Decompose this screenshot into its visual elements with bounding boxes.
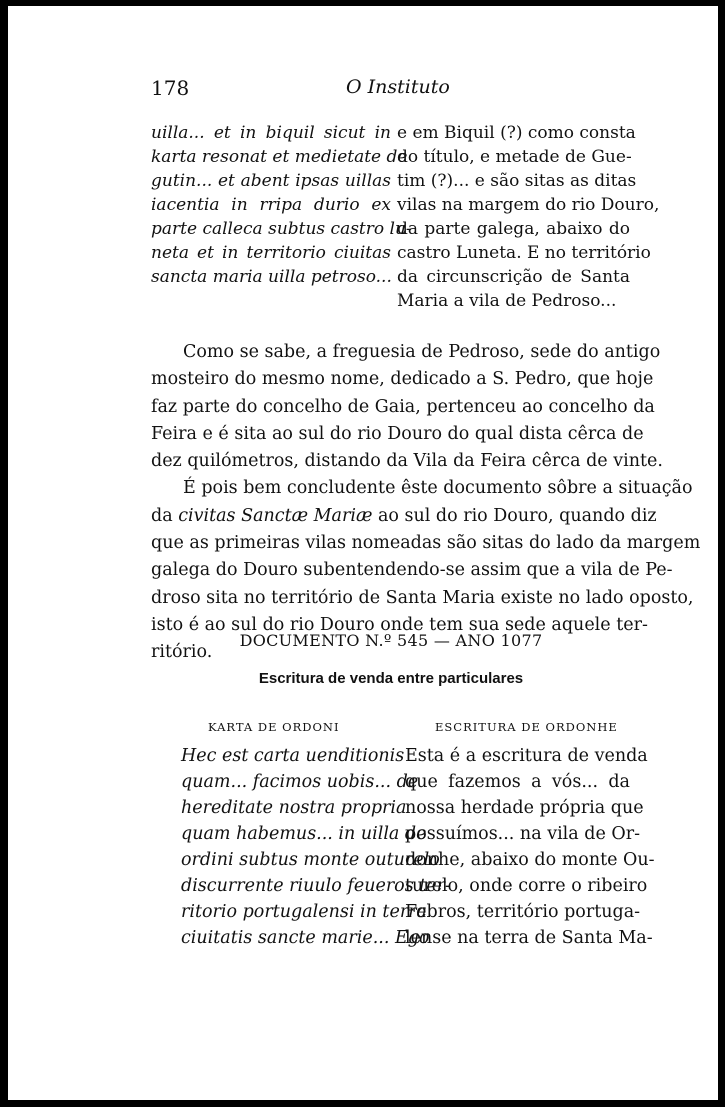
latin-line: ritorio portugalensi in terra xyxy=(181,902,427,922)
portuguese-line: Maria a vila de Pedroso... xyxy=(397,291,617,311)
latin-line: gutin... et abent ipsas uillas xyxy=(151,171,391,191)
latin-line: quam habemus... in uilla de xyxy=(181,824,427,844)
paragraph-line: dez quilómetros, distando da Vila da Feira cêrca de vinte. xyxy=(151,451,663,472)
portuguese-line: nossa herdade própria que xyxy=(405,798,644,818)
document-number: DOCUMENTO N.º 545 — ANO 1077 xyxy=(239,631,543,650)
document-title: Escritura de venda entre particulares xyxy=(258,670,524,687)
latin-heading: KARTA DE ORDONI xyxy=(208,720,340,734)
excerpt-latin-column xyxy=(151,121,412,289)
latin-line: discurrente riuulo feueros ter- xyxy=(181,876,451,896)
portuguese-line: que fazemos a vós... da xyxy=(405,772,630,792)
paragraph-line: droso sita no território de Santa Maria existe no lado oposto, xyxy=(151,587,694,608)
latin-line: parte calleca subtus castro lu- xyxy=(151,219,412,239)
portuguese-line: da circunscrição de Santa xyxy=(397,267,630,287)
latin-line: ciuitatis sancte marie... Ego xyxy=(181,928,430,948)
portuguese-line: tim (?)... e são sitas as ditas xyxy=(397,171,637,191)
portuguese-line: castro Luneta. E no território xyxy=(397,243,651,263)
running-title: O Instituto xyxy=(346,76,450,98)
document-latin-column xyxy=(181,743,451,951)
portuguese-line: vilas na margem do rio Douro, xyxy=(397,195,660,215)
latin-line: hereditate nostra propria xyxy=(181,798,407,818)
latin-line: Hec est carta uenditionis xyxy=(181,746,405,766)
latin-line: karta resonat et medietate de xyxy=(151,147,408,167)
latin-line: uilla... et in biquil sicut in xyxy=(151,123,391,143)
portuguese-line: e em Biquil (?) como consta xyxy=(397,123,636,143)
portuguese-line: Esta é a escritura de venda xyxy=(405,746,648,766)
latin-line: ordini subtus monte outurelo xyxy=(181,850,440,870)
excerpt-portuguese-column xyxy=(397,121,660,313)
paragraph-line: galega do Douro subentendendo-se assim que a vila de Pe- xyxy=(151,560,673,581)
portuguese-line: donhe, abaixo do monte Ou- xyxy=(405,850,655,870)
page-number: 178 xyxy=(151,76,190,100)
paragraph-line xyxy=(151,503,657,530)
portuguese-line: Febros, território portuga- xyxy=(405,902,641,922)
portuguese-line: possuímos... na vila de Or- xyxy=(405,824,641,844)
portuguese-line: da parte galega, abaixo do xyxy=(397,219,630,239)
latin-line: sancta maria uilla petroso... xyxy=(151,267,392,287)
paragraph-line: É pois bem concludente êste documento sôbre a situação xyxy=(183,478,693,499)
paragraph-line: Como se sabe, a freguesia de Pedroso, sede do antigo xyxy=(183,342,661,362)
portuguese-line: do título, e metade de Gue- xyxy=(397,147,632,167)
portuguese-line: lense na terra de Santa Ma- xyxy=(405,928,653,948)
portuguese-line: turelo, onde corre o ribeiro xyxy=(405,876,648,896)
portuguese-heading: ESCRITURA DE ORDONHE xyxy=(435,720,618,734)
paragraph-line: que as primeiras vilas nomeadas são sitas do lado da margem xyxy=(151,533,701,554)
paragraph-line: Feira e é sita ao sul do rio Douro do qual dista cêrca de xyxy=(151,423,644,444)
latin-line: iacentia in rripa durio ex xyxy=(151,195,391,215)
paragraph-line: isto é ao sul do rio Douro onde tem sua sede aquele ter- xyxy=(151,614,648,635)
book-page xyxy=(8,6,718,1100)
latin-line: quam... facimos uobis... de xyxy=(181,772,419,792)
document-portuguese-column xyxy=(405,743,655,951)
latin-line: neta et in territorio ciuitas xyxy=(151,243,391,263)
text-fragment: ao sul do rio Douro, quando diz xyxy=(372,505,657,526)
paragraph-line: ritório. xyxy=(151,642,213,663)
paragraph-line: faz parte do concelho de Gaia, pertenceu ao concelho da xyxy=(151,396,655,417)
body-text xyxy=(151,339,701,667)
italic-term: civitas Sanctæ Mariæ xyxy=(178,505,373,526)
paragraph-line: mosteiro do mesmo nome, dedicado a S. Pedro, que hoje xyxy=(151,369,654,390)
text-fragment: da xyxy=(151,505,179,526)
